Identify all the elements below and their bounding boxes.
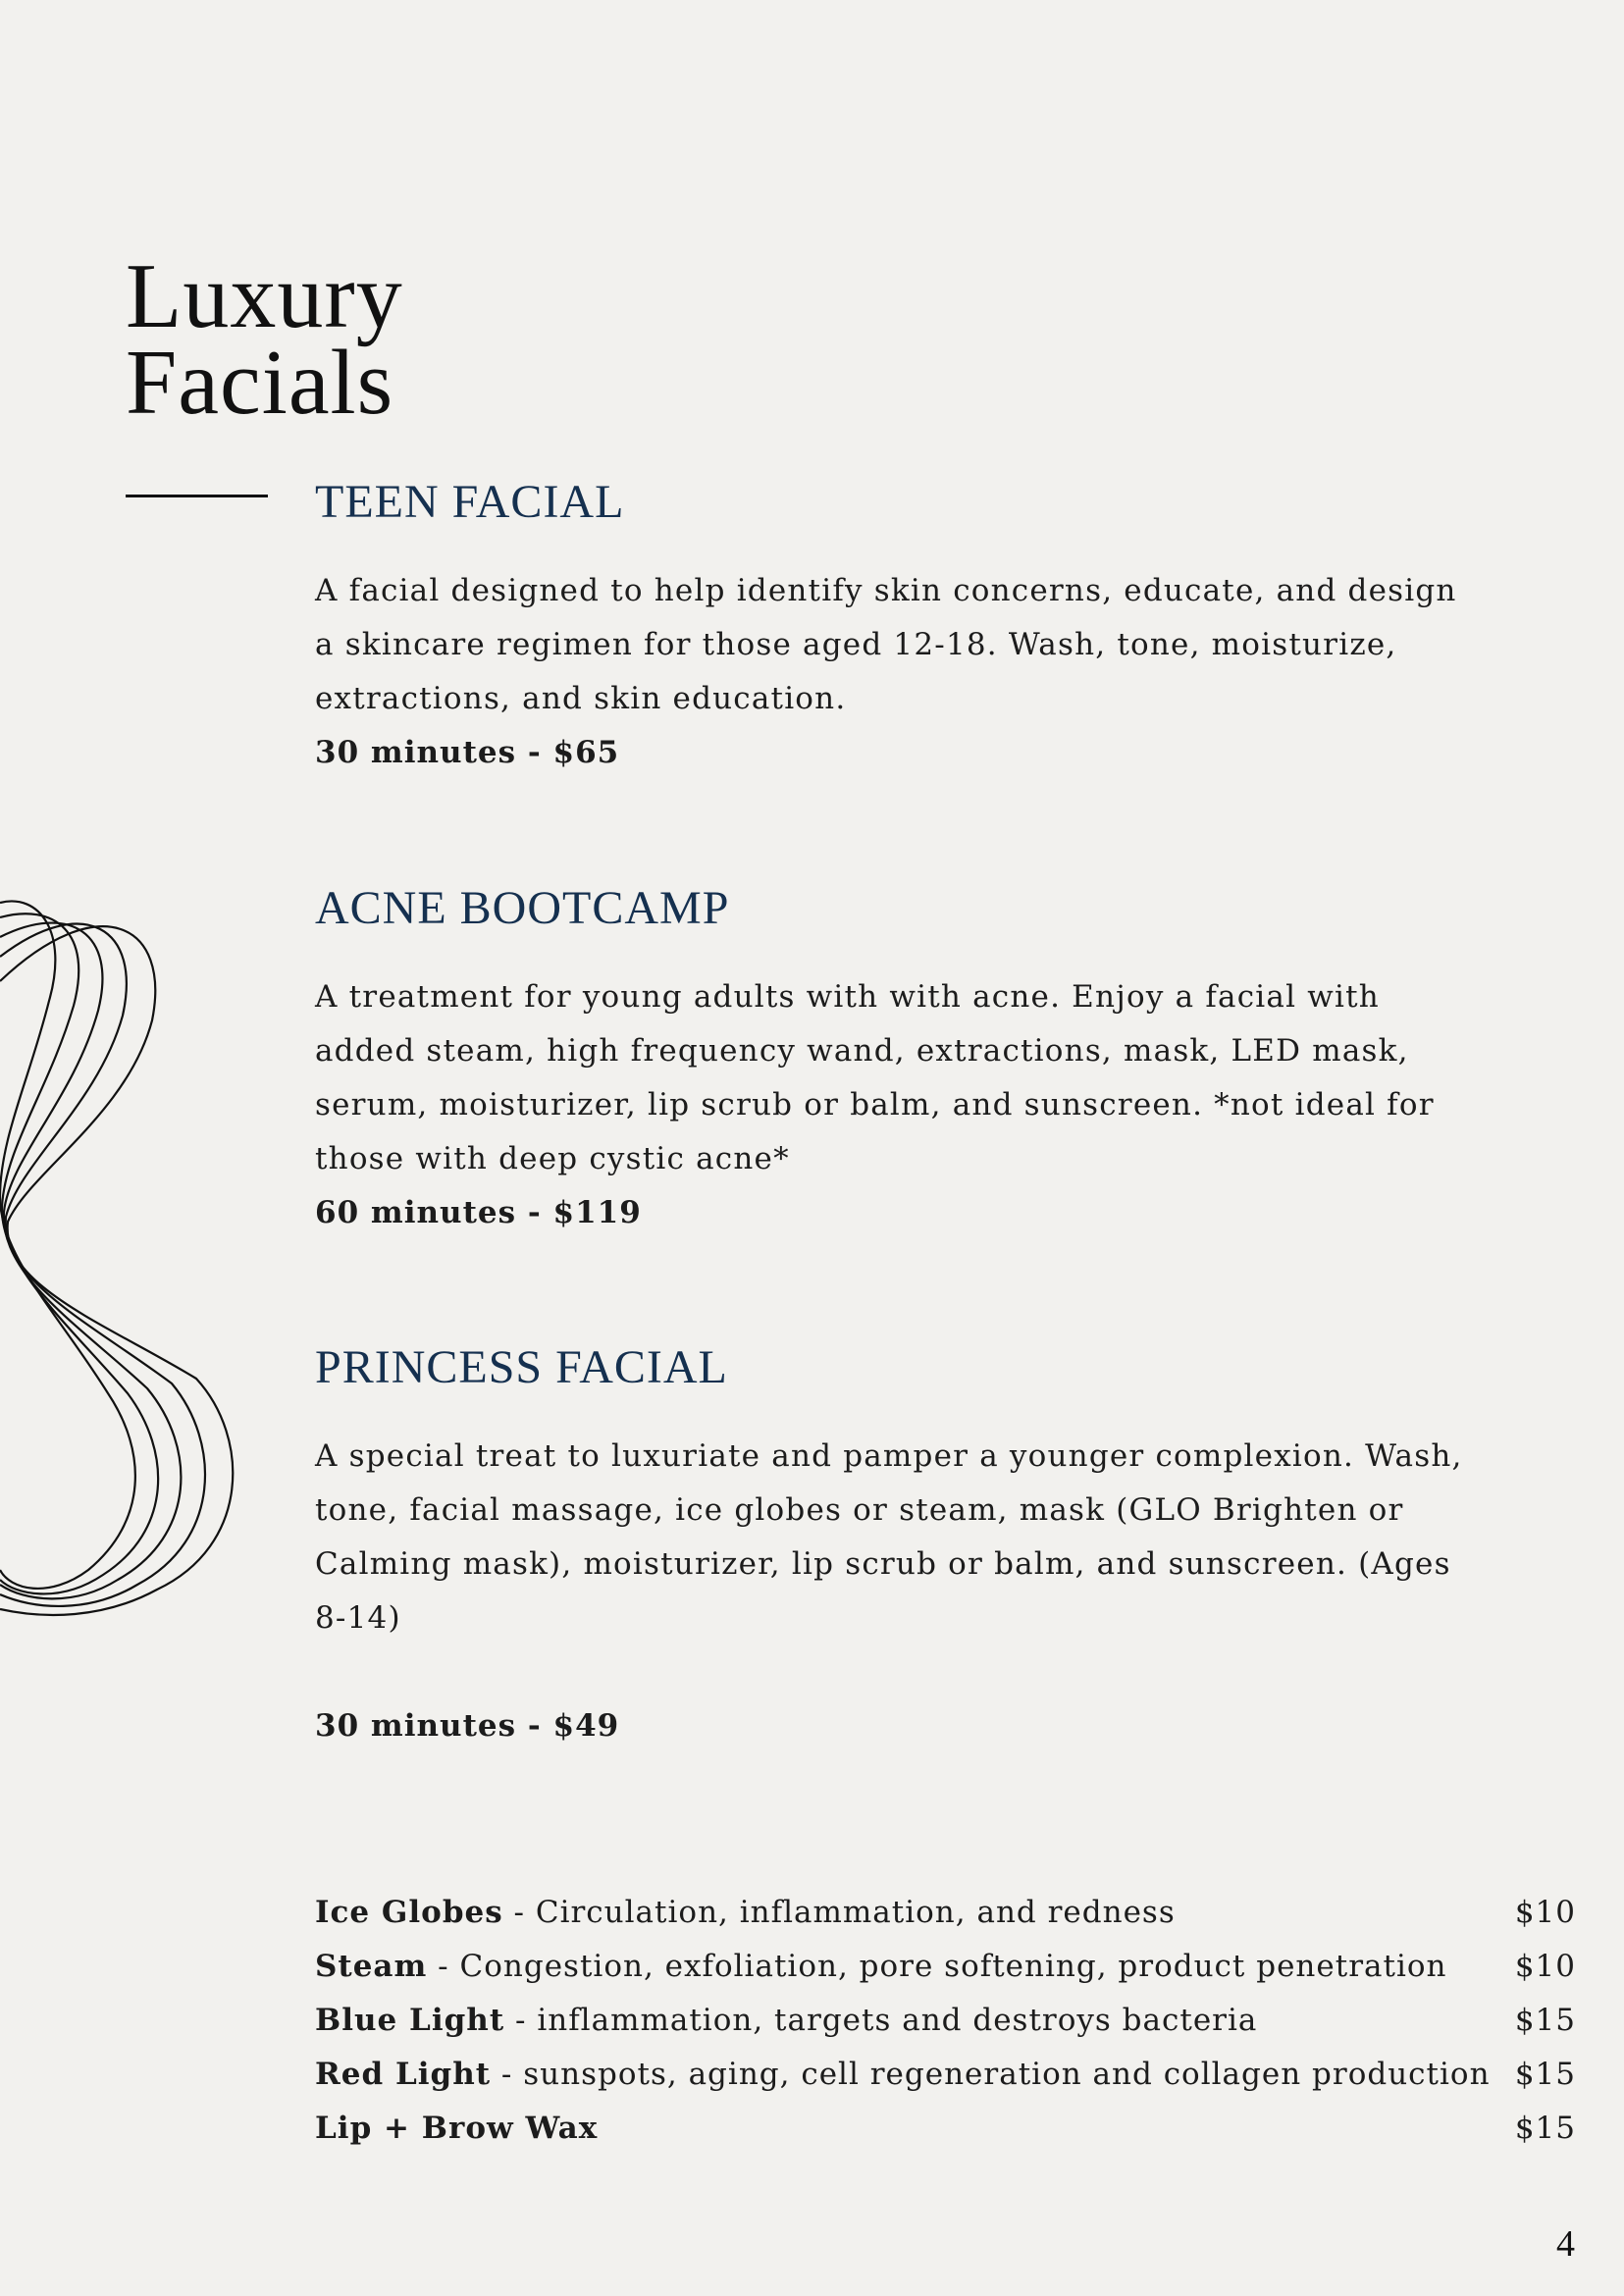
title-divider [126, 495, 268, 497]
service-description: A treatment for young adults with with acne. Enjoy a facial with added steam, high frequency wand, extractions, mask, LED mask, serum, moisturizer, lip scrub or balm, and sunscreen. *not ideal for those with deep cystic acne* [315, 979, 1435, 1176]
addon-detail: - Congestion, exfoliation, pore softening, product penetration [427, 1949, 1447, 1984]
service-title: TEEN FACIAL [315, 476, 625, 528]
addon-row [315, 1994, 1576, 2048]
addon-price: $10 [1514, 1895, 1576, 1930]
service-price: 60 minutes - $119 [315, 1195, 642, 1230]
addon-row [315, 1886, 1576, 1940]
addon-price: $15 [1514, 2111, 1576, 2146]
swirl-lines-graphic [0, 893, 255, 1648]
service-description: A facial designed to help identify skin concerns, educate, and design a skincare regimen for those aged 12-18. Wash, tone, moisturize, extractions, and skin education. [315, 573, 1457, 716]
service-princess-facial [315, 1340, 1473, 1753]
page-title [126, 245, 403, 434]
service-price: 30 minutes - $49 [315, 1708, 620, 1744]
addon-row [315, 2102, 1576, 2156]
service-teen-facial [315, 475, 1473, 780]
page-title-line2: Facials [126, 332, 394, 434]
service-description: A special treat to luxuriate and pamper a younger complexion. Wash, tone, facial massage, ice globes or steam, mask (GLO Brighten or Calming mask), moisturizer, lip scrub or balm, and sunscreen. (Ages 8-14) [315, 1438, 1463, 1636]
addon-name: Steam [315, 1949, 428, 1984]
addons-list [315, 1886, 1576, 2156]
service-title: PRINCESS FACIAL [315, 1341, 728, 1393]
addon-price: $10 [1514, 1949, 1576, 1984]
addon-row [315, 1940, 1576, 1994]
page-title-line1: Luxury [126, 245, 403, 347]
addon-name: Ice Globes [315, 1895, 503, 1930]
service-price: 30 minutes - $65 [315, 735, 620, 770]
addon-row [315, 2048, 1576, 2102]
addon-price: $15 [1514, 2003, 1576, 2038]
service-title: ACNE BOOTCAMP [315, 882, 730, 934]
addon-name: Lip + Brow Wax [315, 2111, 599, 2146]
service-acne-bootcamp [315, 881, 1473, 1240]
addon-detail: - inflammation, targets and destroys bacteria [504, 2003, 1258, 2038]
addon-name: Blue Light [315, 2003, 505, 2038]
addon-price: $15 [1514, 2057, 1576, 2092]
addon-detail: - sunspots, aging, cell regeneration and collagen production [491, 2057, 1491, 2092]
addon-detail: - Circulation, inflammation, and redness [502, 1895, 1176, 1930]
page-number: 4 [1556, 2223, 1575, 2265]
addon-name: Red Light [315, 2057, 492, 2092]
